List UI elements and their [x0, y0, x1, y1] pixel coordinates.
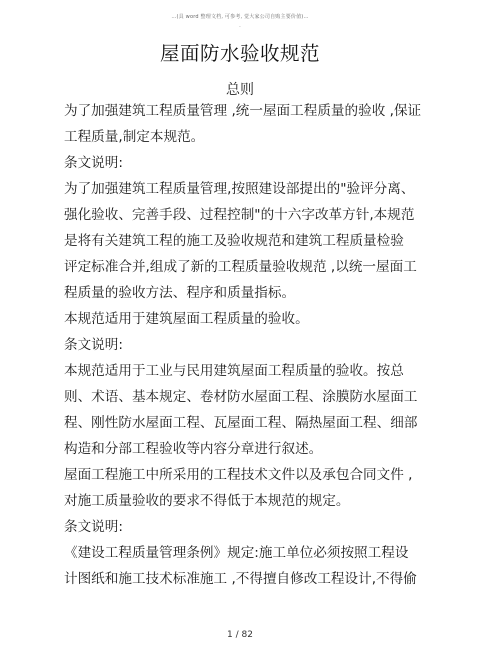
- section-title: 总则: [226, 82, 254, 98]
- text-line-3: 条文说明:: [64, 155, 123, 171]
- text-line-11: 本规范适用于工业与民用建筑屋面工程质量的验收。按总: [64, 363, 404, 379]
- text-line-9: 本规范适用于建筑屋面工程质量的验收。: [64, 311, 309, 327]
- body-text: [64, 98, 420, 592]
- header-dot: .: [239, 22, 241, 29]
- text-line-6: 是将有关建筑工程的施工及验收规范和建筑工程质量检验: [64, 233, 404, 249]
- text-line-18: 《建设工程质量管理条例》规定:施工单位必须按照工程设: [64, 545, 409, 561]
- text-line-2: 工程质量,制定本规范。: [64, 129, 205, 145]
- text-line-7: 评定标准合并,组成了新的工程质量验收规范 ,以统一屋面工: [64, 259, 417, 275]
- text-line-19: 计图纸和施工技术标准施工 ,不得擅自修改工程设计,不得偷: [64, 571, 417, 587]
- text-line-15: 屋面工程施工中所采用的工程技术文件以及承包合同文件 ,: [64, 467, 413, 483]
- page-indicator: 1 / 82: [227, 630, 253, 640]
- text-line-10: 条文说明:: [64, 337, 123, 353]
- text-line-4: 为了加强建筑工程质量管理,按照建设部提出的"验评分离、: [64, 181, 415, 197]
- text-line-16: 对施工质量验收的要求不得低于本规范的规定。: [64, 493, 350, 509]
- text-line-17: 条文说明:: [64, 519, 123, 535]
- text-line-12: 则、术语、基本规定、卷材防水屋面工程、涂膜防水屋面工: [64, 389, 418, 405]
- text-line-13: 程、刚性防水屋面工程、瓦屋面工程、隔热屋面工程、细部: [64, 415, 418, 431]
- text-line-5: 强化验收、完善手段、过程控制"的十六字改革方针,本规范: [64, 207, 415, 223]
- document-title: 屋面防水验收规范: [159, 42, 320, 65]
- text-line-8: 程质量的验收方法、程序和质量指标。: [64, 285, 296, 301]
- header-note: …(具 word 整理文档, 可参考, 觉大家公司自购主要价值)…: [171, 14, 309, 20]
- text-line-14: 构造和分部工程验收等内容分章进行叙述。: [64, 441, 323, 457]
- text-line-1: 为了加强建筑工程质量管理 ,统一屋面工程质量的验收 ,保证: [64, 103, 422, 119]
